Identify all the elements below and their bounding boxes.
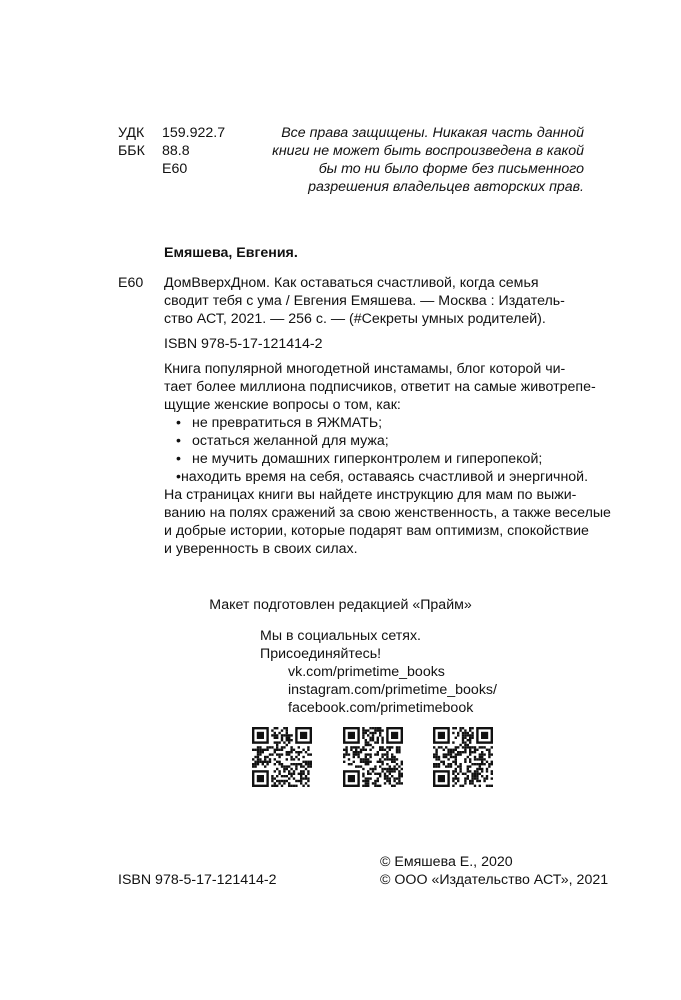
catalog-mark: Е60 [118,275,144,291]
author-mark-row [118,160,225,178]
bibliographic-description [164,274,584,328]
vk-link[interactable]: vk.com/primetime_books [288,664,445,680]
bullet-item [164,432,584,450]
facebook-qr-code[interactable] [433,727,493,787]
rights-notice [268,124,584,196]
author-mark: Е60 [162,161,188,177]
bullet-item [164,450,584,468]
bullet-icon: • [176,415,181,431]
bullet-icon: • [176,469,181,485]
bbk-label: ББК [118,143,145,159]
isbn-top: ISBN 978-5-17-121414-2 [164,336,323,352]
author-heading: Емяшева, Евгения. [164,245,298,261]
rights-line: бы то ни было форме без письменного [318,161,584,177]
annotation-line: и уверенность в своих силах. [164,541,358,557]
annotation-line: тает более миллиона подписчиков, ответит на самые животрепе- [164,379,596,395]
bbk-value: 88.8 [162,143,190,159]
biblio-line: ДомВверхДном. Как оставаться счастливой, когда семья [164,275,539,291]
udk-value: 159.922.7 [162,125,226,141]
classification-codes [118,124,225,178]
copyright-block [380,853,608,889]
isbn-bottom: ISBN 978-5-17-121414-2 [118,872,277,888]
udk-label: УДК [118,125,145,141]
instagram-qr-code[interactable] [343,727,403,787]
copyright-line: © Емяшева Е., 2020 [380,854,513,870]
social-heading: Присоединяйтесь! [260,646,382,662]
bullet-icon: • [176,433,181,449]
bullet-item [164,414,584,432]
bullet-icon: • [176,451,181,467]
rights-line: книги не может быть воспроизведена в какой [272,143,584,159]
rights-line: разрешения владельцев авторских прав. [308,179,584,195]
annotation-line: щущие женские вопросы о том, как: [164,397,401,413]
annotation-line: Книга популярной многодетной инстамамы, блог которой чи- [164,361,566,377]
annotation-line: ванию на полях сражений за свою женственность, а также веселые [164,505,611,521]
udk-row [118,124,225,142]
rights-line: Все права защищены. Никакая часть данной [281,125,584,141]
annotation [164,360,611,558]
bullet-text: не превратиться в ЯЖМАТЬ; [192,415,383,431]
vk-qr-code[interactable] [252,727,312,787]
annotation-line: На страницах книги вы найдете инструкцию для мам по выжи- [164,487,577,503]
bbk-row [118,142,225,160]
instagram-link[interactable]: instagram.com/primetime_books/ [288,682,497,698]
social-block [260,627,497,717]
bullet-text: находить время на себя, оставаясь счастливой и энергичной. [180,469,589,485]
social-heading: Мы в социальных сетях. [260,628,421,644]
annotation-line: и добрые истории, которые подарят вам оптимизм, спокойствие [164,523,589,539]
facebook-link[interactable]: facebook.com/primetimebook [288,700,474,716]
maket-note: Макет подготовлен редакцией «Прайм» [209,597,472,613]
bullet-item [164,468,589,486]
bullet-text: не мучить домашних гиперконтролем и гиперопекой; [192,451,543,467]
bullet-text: остаться желанной для мужа; [192,433,389,449]
biblio-line: сводит тебя с ума / Евгения Емяшева. — Москва : Издатель- [164,293,565,309]
copyright-line: © ООО «Издательство АСТ», 2021 [380,872,609,888]
biblio-line: ство АСТ, 2021. — 256 с. — (#Секреты умных родителей). [164,311,546,327]
